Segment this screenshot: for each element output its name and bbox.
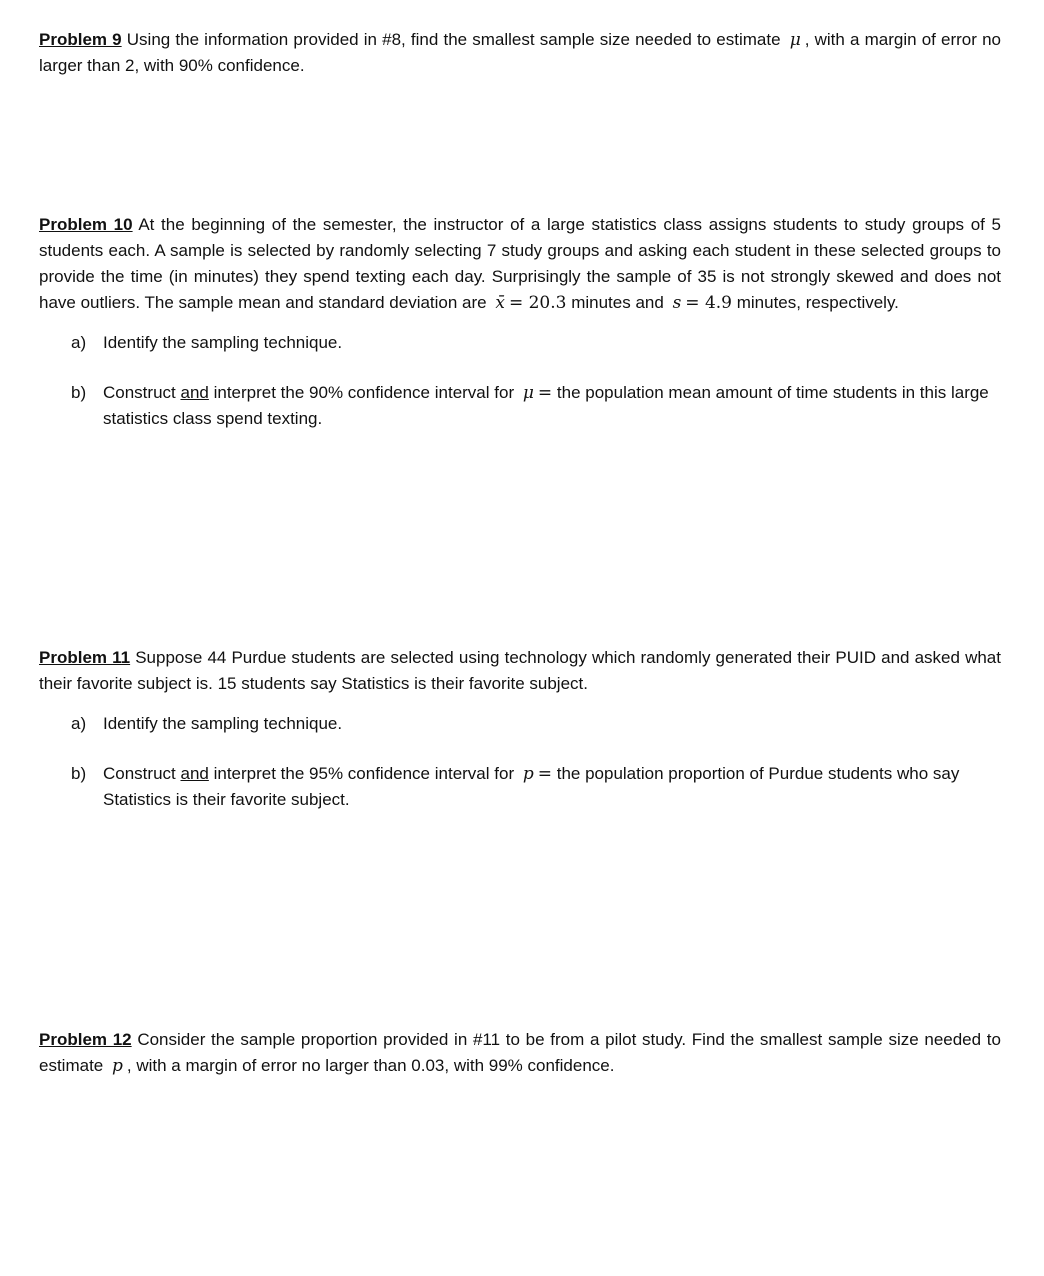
problem-10-text: [39, 212, 1001, 316]
problem-9: [39, 27, 1001, 79]
equals-sign: =: [537, 764, 552, 784]
problem-11: [39, 645, 1001, 813]
part-text: [103, 761, 1001, 813]
problem-10-title: Problem 10: [39, 215, 133, 234]
equals-sign: =: [537, 383, 553, 403]
problem-11-part-a: [39, 711, 1001, 737]
part-text-after: the population mean amount of time students in this large statistics class spend texting.: [103, 383, 989, 428]
part-text: [103, 380, 1001, 432]
problem-12: [39, 1027, 1001, 1079]
problem-11-parts: [39, 711, 1001, 813]
part-lead: Construct: [103, 383, 176, 402]
problem-11-text: [39, 645, 1001, 697]
part-text-before: interpret the 95% confidence interval for: [213, 764, 515, 783]
problem-10-part-a: [39, 330, 1001, 356]
part-letter: b): [71, 764, 87, 783]
part-letter: a): [71, 714, 87, 733]
p-symbol: p: [111, 1056, 123, 1076]
problem-12-text-after: , with a margin of error no larger than 0.03, with 99% confidence.: [126, 1056, 615, 1075]
mu-symbol: μ: [789, 30, 801, 50]
part-lead: Construct: [103, 764, 176, 783]
s-value: = 4.9: [685, 293, 732, 313]
problem-10-text-after: minutes, respectively.: [736, 293, 899, 312]
problem-11-body: Suppose 44 Purdue students are selected using technology which randomly generated their PUID and asked what their favorite subject is. 15 students say Statistics is their favorite subject.: [39, 648, 1001, 693]
xbar-value: = 20.3: [508, 293, 567, 313]
part-text: Identify the sampling technique.: [103, 714, 343, 733]
problem-9-text-before: Using the information provided in #8, find the smallest sample size needed to estimate: [126, 30, 781, 49]
problem-11-title: Problem 11: [39, 648, 131, 667]
problem-10-part-b: [39, 380, 1001, 432]
underlined-and: and: [180, 383, 209, 402]
problem-9-title: Problem 9: [39, 30, 122, 49]
problem-11-part-b: [39, 761, 1001, 813]
part-letter: b): [71, 383, 87, 402]
problem-10-parts: [39, 330, 1001, 432]
part-letter: a): [71, 333, 87, 352]
problem-12-text: [39, 1027, 1001, 1079]
part-text-before: interpret the 90% confidence interval for: [213, 383, 515, 402]
problem-12-title: Problem 12: [39, 1030, 132, 1049]
problem-9-text-after: , with a margin of error no larger than 2, with 90% confidence.: [39, 30, 1001, 75]
part-text-after: the population proportion of Purdue students who say Statistics is their favorite subject.: [103, 764, 960, 809]
problem-12-text-before: Consider the sample proportion provided in #11 to be from a pilot study. Find the smallest sample size needed to estimate: [39, 1030, 1001, 1075]
underlined-and: and: [180, 764, 209, 783]
xbar-symbol: x̄: [495, 293, 505, 313]
problem-10-mid-text: minutes and: [571, 293, 664, 312]
problem-10-text-before: At the beginning of the semester, the instructor of a large statistics class assigns students to study groups of 5 students each. A sample is selected by randomly selecting 7 study groups and asking each student in these selected groups to provide the time (in minutes) they spend texting each day. Surprisingly the sample of 35 is not strongly skewed and does not have outliers. The sample mean and standard deviation are: [39, 215, 1001, 312]
problem-9-text: [39, 27, 1001, 79]
part-text: Identify the sampling technique.: [103, 333, 343, 352]
s-symbol: s: [672, 293, 682, 313]
mu-symbol: μ: [522, 383, 534, 403]
p-symbol: p: [522, 764, 534, 784]
problem-10: [39, 212, 1001, 432]
